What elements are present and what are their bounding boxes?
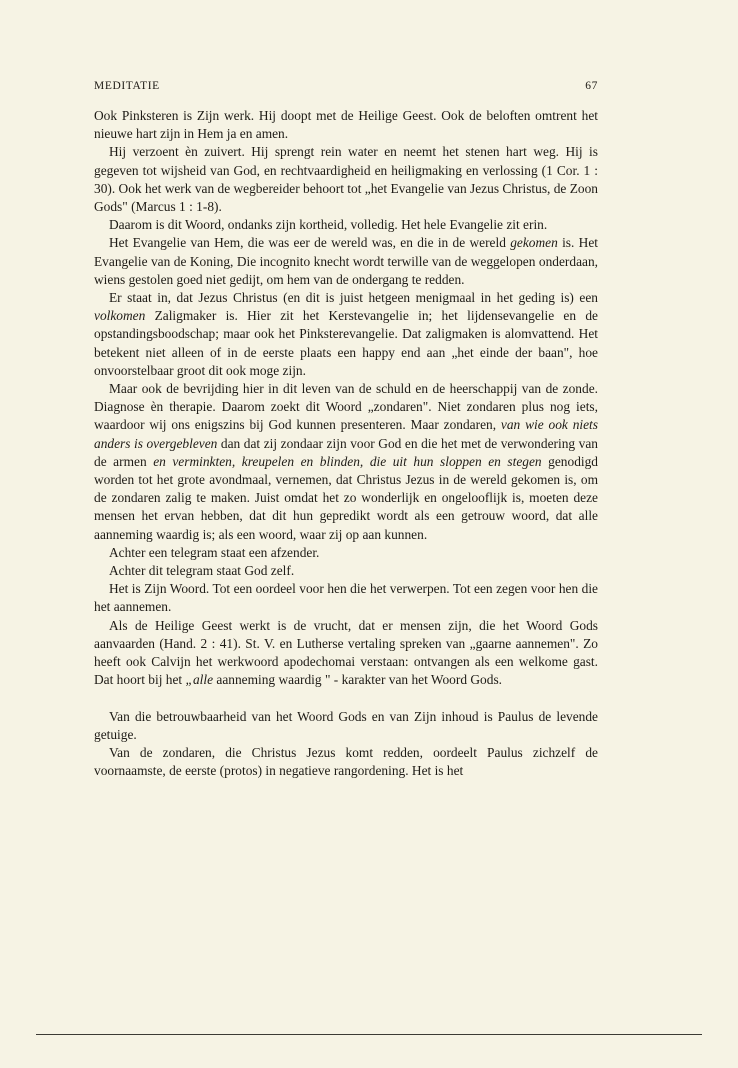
text-run: Hij verzoent èn zuivert. Hij sprengt rein water en neemt het stenen hart weg. Hij is gegeven tot wijsheid van God, en rechtvaardigheid en heiligmaking en verlossing (1 Cor. 1 : 30). Ook het werk van de wegbereider behoort tot „het Evangelie van Jezus Christus, de Zoon Gods" (Marcus 1 : 1-8). bbox=[94, 144, 598, 215]
paragraph bbox=[94, 580, 598, 616]
running-header bbox=[94, 80, 598, 96]
paragraph bbox=[94, 107, 598, 143]
paragraph bbox=[94, 708, 598, 744]
text-run: Als de Heilige Geest werkt is de vrucht, dat er mensen zijn, die het Woord Gods aanvaarden (Hand. 2 : 41). St. V. en Lutherse vertaling spreken van „gaarne aannemen". Zo heeft ook Calvijn het werkwoord apodechomai verstaan: ontvangen als een welkome gast. Dat hoort bij het bbox=[94, 617, 598, 688]
paragraph bbox=[94, 234, 598, 289]
text-run: Zaligmaker is. Hier zit het Kerstevangelie in; het lijdensevangelie en de opstandingsboodschap; maar ook het Pinksterevangelie. Dat zaligmaken is alomvattend. Het betekent niet alleen of in de eerste plaats een happy end aan „het einde der baan", hoe onvoorstelbaar groot dit ook moge zijn. bbox=[94, 308, 598, 378]
italic-text: volkomen bbox=[94, 308, 146, 324]
text-run: Achter dit telegram staat God zelf. bbox=[109, 563, 295, 579]
italic-text: „alle bbox=[185, 672, 214, 688]
paragraph bbox=[94, 143, 598, 216]
text-run: Het Evangelie van Hem, die was eer de wereld was, en die in de wereld bbox=[109, 235, 511, 251]
body-text bbox=[94, 107, 598, 780]
italic-text: gekomen bbox=[510, 235, 558, 251]
paragraph bbox=[94, 289, 598, 380]
running-title: MEDITATIE bbox=[94, 80, 160, 92]
paragraph bbox=[94, 216, 598, 234]
paragraph bbox=[94, 562, 598, 580]
paragraph bbox=[94, 617, 598, 690]
italic-text: en verminkten, kreupelen en blinden, die uit hun sloppen en stegen bbox=[153, 453, 542, 469]
text-run: Maar ook de bevrijding hier in dit leven van de schuld en de heerschappij van de zonde. Diagnose èn therapie. Daarom zoekt dit Woord „zondaren". Niet zondaren plus nog iets, waardoor wij ons enigszins bij God kunnen presenteren. Maar zondaren, bbox=[94, 381, 598, 433]
text-run: dan dat zij zondaar zijn voor God en die het met de verwondering van de armen bbox=[94, 435, 598, 469]
text-run: Ook Pinksteren is Zijn werk. Hij doopt met de Heilige Geest. Ook de beloften omtrent het nieuwe hart zijn in Hem ja en amen. bbox=[94, 108, 598, 142]
paragraph bbox=[94, 544, 598, 562]
text-run: Achter een telegram staat een afzender. bbox=[109, 544, 320, 560]
page-number: 67 bbox=[585, 80, 598, 92]
text-run: Het is Zijn Woord. Tot een oordeel voor hen die het verwerpen. Tot een zegen voor hen die het aannemen. bbox=[94, 581, 598, 615]
text-run: Daarom is dit Woord, ondanks zijn kortheid, volledig. Het hele Evangelie zit erin. bbox=[109, 217, 548, 233]
text-run: Er staat in, dat Jezus Christus (en dit is juist hetgeen menigmaal in het geding is) een bbox=[109, 290, 598, 306]
text-run: Van die betrouwbaarheid van het Woord Gods en van Zijn inhoud is Paulus de levende getuige. bbox=[94, 708, 598, 742]
bottom-rule bbox=[36, 1034, 702, 1035]
text-run: aanneming waardig " - karakter van het Woord Gods. bbox=[213, 672, 503, 688]
text-run: Van de zondaren, die Christus Jezus komt redden, oordeelt Paulus zichzelf de voornaamste, de eerste (protos) in negatieve rangordening. Het is het bbox=[94, 744, 598, 779]
paragraph bbox=[94, 380, 598, 544]
italic-text: van wie ook niets anders is overgebleven bbox=[94, 417, 598, 451]
paragraph bbox=[94, 744, 598, 780]
text-run: genodigd worden tot het grote avondmaal, vernemen, dat Christus Jezus in de wereld gekomen is, om de zondaren zalig te maken. Juist omdat het zo wonderlijk en ongelooflijk is, moeten deze mensen het ervan hebben, dat dit hun gepredikt wordt als een getrouw woord, dat alle aanneming waardig is; als een woord, waar zij op aan kunnen. bbox=[94, 453, 599, 542]
text-run: is. Het Evangelie van de Koning, Die incognito knecht wordt terwille van de weggelopen onderdaan, wiens gestolen goed niet gedijt, om hem van de ondergang te redden. bbox=[94, 235, 598, 287]
